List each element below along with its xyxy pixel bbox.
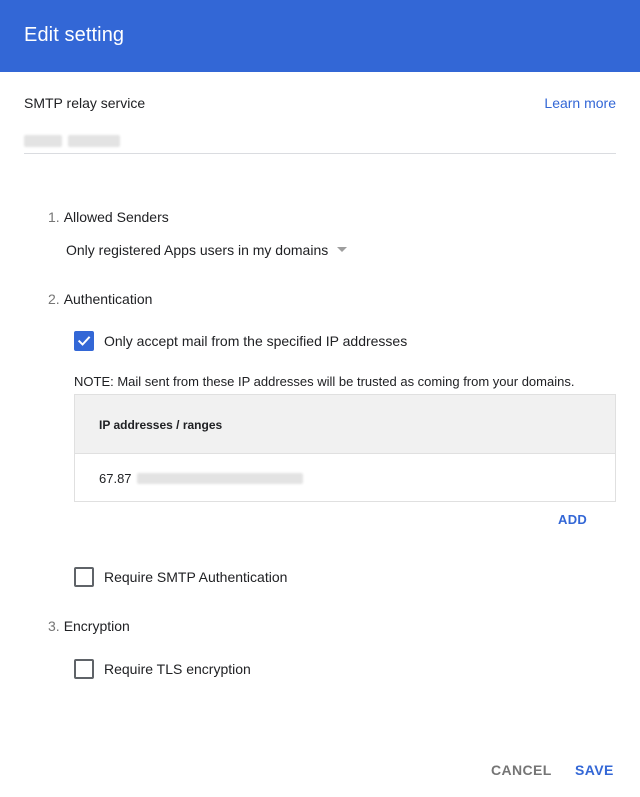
learn-more-link[interactable]: Learn more (544, 95, 616, 111)
section-allowed-senders (48, 209, 169, 225)
ip-value: 67.87 (99, 471, 132, 486)
setting-name-field[interactable] (24, 126, 616, 154)
ip-restriction-checkbox[interactable] (74, 331, 94, 351)
tls-row[interactable] (74, 659, 251, 679)
select-value: Only registered Apps users in my domains (66, 242, 329, 258)
save-button[interactable]: SAVE (575, 762, 614, 778)
ip-note: NOTE: Mail sent from these IP addresses will be trusted as coming from your domains. (74, 374, 575, 389)
dialog-title: Edit setting (24, 24, 125, 46)
add-ip-button[interactable]: ADD (558, 512, 588, 527)
section-title: Encryption (63, 618, 130, 634)
section-number: 2. (48, 291, 60, 307)
ip-restriction-row[interactable] (74, 331, 407, 351)
section-authentication (48, 291, 152, 307)
section-title: Authentication (63, 291, 153, 307)
check-icon (77, 334, 91, 348)
table-row[interactable] (75, 454, 615, 502)
allowed-senders-select[interactable] (66, 240, 347, 260)
service-label: SMTP relay service (24, 95, 146, 111)
ip-column-header: IP addresses / ranges (99, 418, 223, 432)
section-number: 1. (48, 209, 60, 225)
redacted-name (68, 135, 120, 147)
smtp-auth-checkbox[interactable] (74, 567, 94, 587)
tls-checkbox[interactable] (74, 659, 94, 679)
ip-restriction-label: Only accept mail from the specified IP addresses (104, 333, 408, 349)
ip-table (74, 394, 616, 502)
caret-down-icon (337, 247, 347, 252)
redacted-name (24, 135, 62, 147)
section-number: 3. (48, 618, 60, 634)
dialog-header (0, 0, 640, 72)
redacted-ip (137, 473, 303, 484)
cancel-button[interactable]: CANCEL (491, 762, 552, 778)
smtp-auth-label: Require SMTP Authentication (104, 569, 288, 585)
section-encryption (48, 618, 130, 634)
section-title: Allowed Senders (63, 209, 169, 225)
smtp-auth-row[interactable] (74, 567, 287, 587)
ip-table-header (75, 395, 615, 454)
tls-label: Require TLS encryption (104, 661, 251, 677)
